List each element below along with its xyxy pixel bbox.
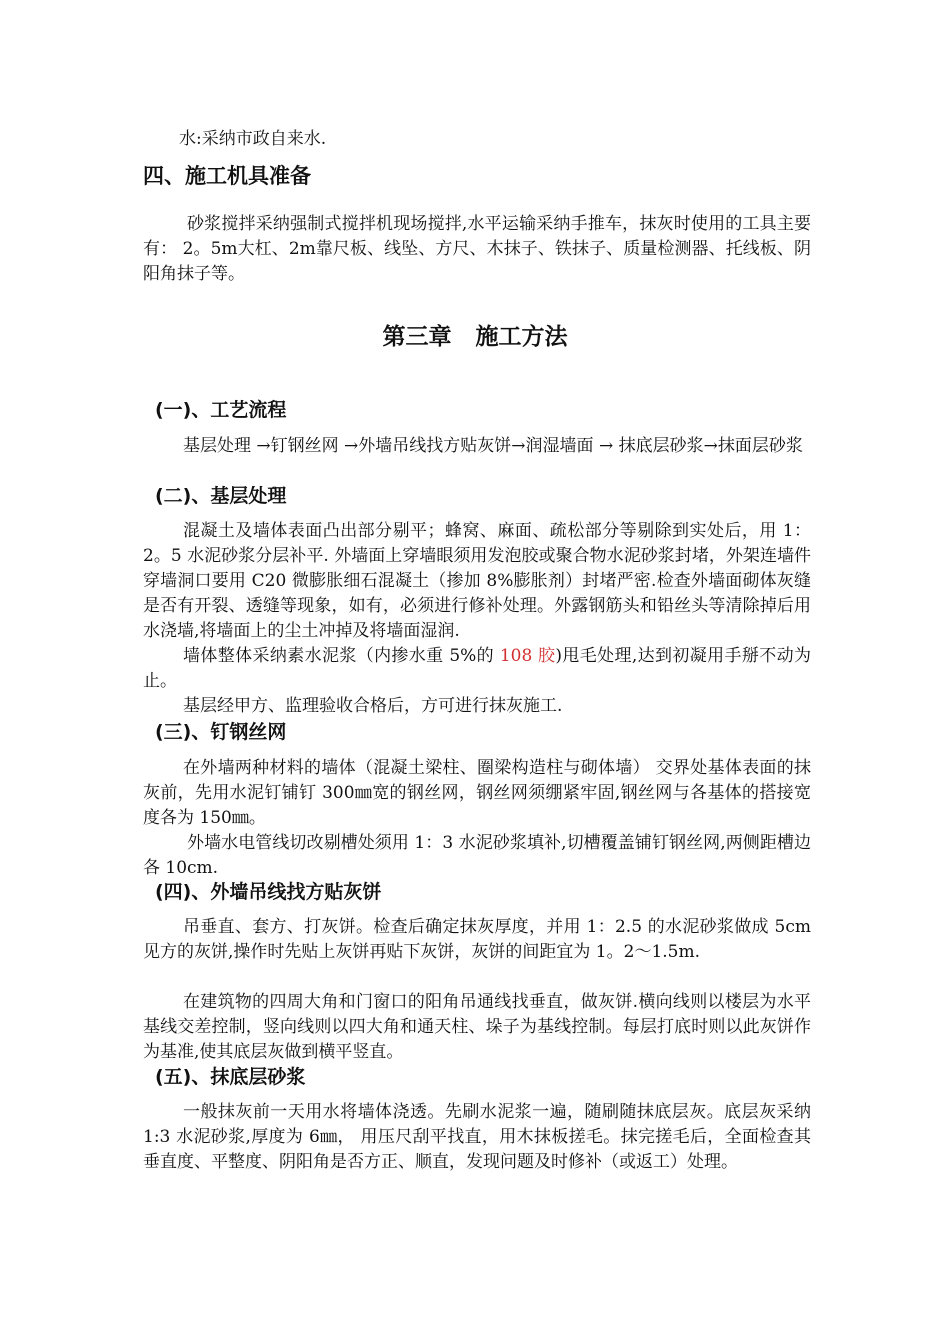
section-heading-tools: 四、施工机具准备: [143, 164, 311, 188]
paragraph-base-treatment-2: [143, 644, 811, 694]
base-2-text-start: 墙体整体采纳素水泥浆（内掺水重 5%的: [183, 646, 500, 666]
paragraph-process-flow: 基层处理 →钉钢丝网 →外墙吊线找方贴灰饼→润湿墙面 → 抹底层砂浆→抹面层砂浆: [183, 436, 803, 456]
chapter-number: 第三章: [382, 324, 452, 350]
subheading-plumb-cakes: (四)、外墙吊线找方贴灰饼: [155, 881, 382, 903]
paragraph-plumb-cakes-2: 在建筑物的四周大角和门窗口的阳角吊通线找垂直，做灰饼.横向线则以楼层为水平基线交差控制，竖向线则以四大角和通天柱、垛子为基线控制。每层打底时则以此灰饼作为基准,使其底层灰做到横平竖直。: [143, 992, 811, 1062]
subheading-process-flow: (一)、工艺流程: [155, 399, 287, 421]
paragraph-base-treatment-3: 基层经甲方、监理验收合格后，方可进行抹灰施工.: [183, 696, 563, 716]
paragraph-steel-mesh-1: 在外墙两种材料的墙体（混凝土梁柱、圈梁构造柱与砌体墙） 交界处基体表面的抹灰前，先用水泥钉铺钉 300㎜宽的钢丝网，钢丝网须绷紧牢固,钢丝网与各基体的搭接宽度各为 150㎜。: [143, 758, 811, 828]
paragraph-water: 水:采纳市政自来水.: [179, 129, 327, 149]
paragraph-plumb-cakes-1: 吊垂直、套方、打灰饼。检查后确定抹灰厚度，并用 1：2.5 的水泥砂浆做成 5cm 见方的灰饼,操作时先贴上灰饼再贴下灰饼，灰饼的间距宜为 1。2～1.5m.: [143, 917, 811, 962]
base-2-text-end: )甩毛处理,达到初凝用手掰不动为止。: [143, 646, 811, 691]
highlight-108-glue: 108 胶: [499, 646, 556, 666]
paragraph-tools: 砂浆搅拌采纳强制式搅拌机现场搅拌,水平运输采纳手推车，抹灰时使用的工具主要有： 2。5m大杠、2m靠尺板、线坠、方尺、木抹子、铁抹子、质量检测器、托线板、阴阳角抹子等。: [143, 214, 811, 284]
chapter-title: [0, 322, 950, 352]
subheading-steel-mesh: (三)、钉钢丝网: [155, 721, 287, 743]
paragraph-base-treatment-1: 混凝土及墙体表面凸出部分剔平；蜂窝、麻面、疏松部分等剔除到实处后，用 1：2。5 水泥砂浆分层补平. 外墙面上穿墙眼须用发泡胶或聚合物水泥砂浆封堵，外架连墙件穿墙洞口要用 C20 微膨胀细石混凝土（掺加 8%膨胀剂）封堵严密.检查外墙面砌体灰缝是否有开裂、透缝等现象，如有，必须进行修补处理。外露钢筋头和铅丝头等清除掉后用水浇墙,将墙面上的尘土冲掉及将墙面湿润.: [143, 521, 811, 641]
paragraph-base-coat: 一般抹灰前一天用水将墙体浇透。先刷水泥浆一遍，随刷随抹底层灰。底层灰采纳 1:3 水泥砂浆,厚度为 6㎜， 用压尺刮平找直，用木抹板搓毛。抹完搓毛后，全面检查其垂直度、平整度、阴阳角是否方正、顺直，发现问题及时修补（或返工）处理。: [143, 1102, 811, 1172]
subheading-base-treatment: (二)、基层处理: [155, 485, 287, 507]
paragraph-steel-mesh-2: 外墙水电管线切改剔槽处须用 1：3 水泥砂浆填补,切槽覆盖铺钉钢丝网,两侧距槽边各 10cm.: [143, 833, 811, 878]
subheading-base-coat: (五)、抹底层砂浆: [155, 1066, 306, 1088]
chapter-name: 施工方法: [475, 324, 568, 350]
